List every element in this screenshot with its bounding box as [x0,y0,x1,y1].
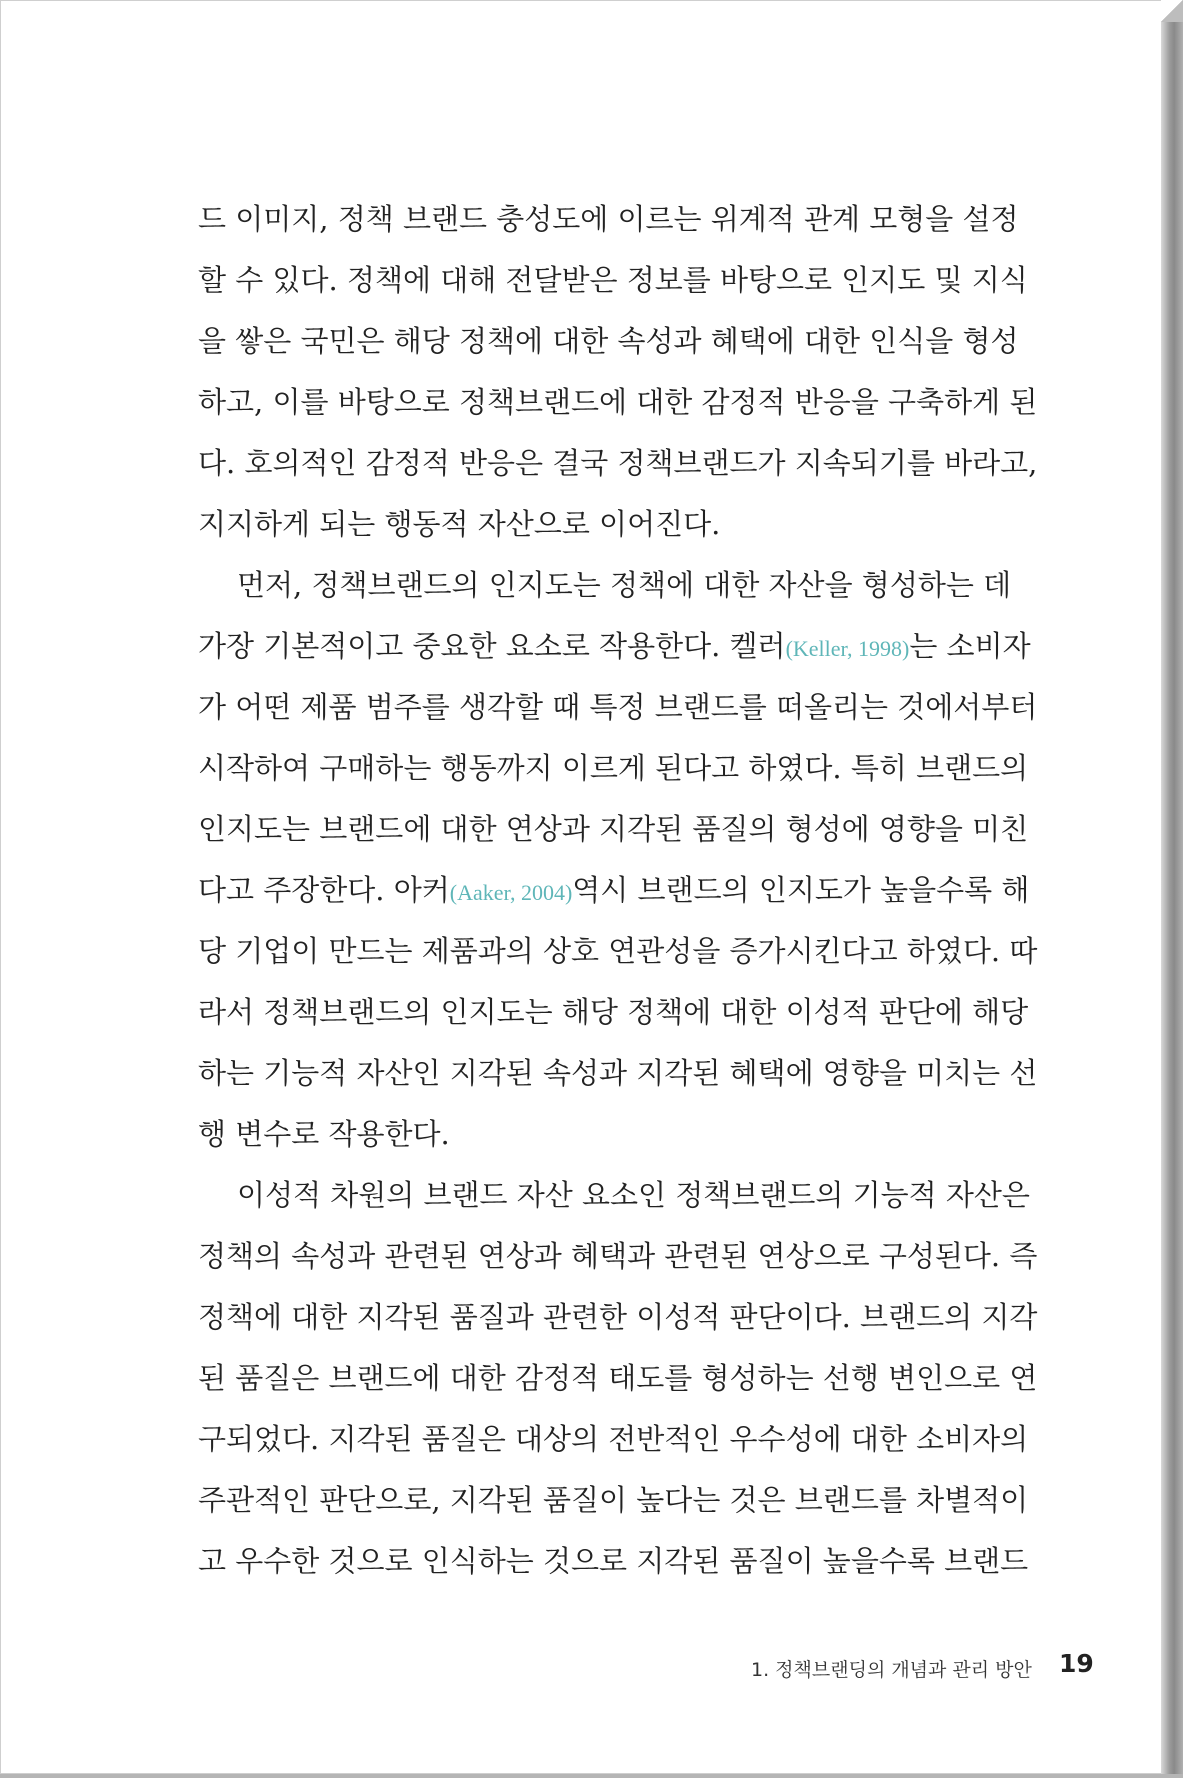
text-segment: 라서 정책브랜드의 인지도는 해당 정책에 대한 이성적 판단에 해당 [198,995,1029,1029]
text-line [198,189,1019,250]
citation: (Keller, 1998) [785,636,910,661]
text-line [198,799,1029,860]
text-segment: 시작하여 구매하는 행동까지 이르게 된다고 하였다. 특히 브랜드의 [198,751,1029,785]
text-line [198,1287,1038,1348]
body-text [198,189,1038,1592]
text-segment: 행 변수로 작용한다. [198,1117,450,1151]
running-footer-title: 1. 정책브랜딩의 개념과 관리 방안 [751,1659,1032,1681]
text-segment: 이성적 차원의 브랜드 자산 요소인 정책브랜드의 기능적 자산은 [237,1178,1030,1212]
text-segment: 하고, 이를 바탕으로 정책브랜드에 대한 감정적 반응을 구축하게 된 [198,385,1038,419]
text-line [198,982,1029,1043]
text-segment: 지지하게 되는 행동적 자산으로 이어진다. [198,507,721,541]
page-bottom-shadow [0,1774,1183,1778]
paragraph [198,1165,1038,1592]
text-line [198,311,1019,372]
text-line [198,1043,1038,1104]
text-line [198,494,1010,555]
text-segment: 는 소비자 [909,629,1031,663]
text-segment: 주관적인 판단으로, 지각된 품질이 높다는 것은 브랜드를 차별적이 [198,1483,1029,1517]
page-number: 19 [1059,1649,1094,1678]
text-line [198,616,1031,677]
text-segment: 정책에 대한 지각된 품질과 관련한 이성적 판단이다. 브랜드의 지각 [198,1300,1038,1334]
text-line [198,1470,1029,1531]
text-segment: 먼저, 정책브랜드의 인지도는 정책에 대한 자산을 형성하는 데 [237,568,1012,602]
text-segment: 을 쌓은 국민은 해당 정책에 대한 속성과 혜택에 대한 인식을 형성 [198,324,1019,358]
text-line [198,372,1038,433]
text-line [198,1165,1030,1226]
text-segment: 당 기업이 만드는 제품과의 상호 연관성을 증가시킨다고 하였다. 따 [198,934,1038,968]
text-segment: 인지도는 브랜드에 대한 연상과 지각된 품질의 형성에 영향을 미친 [198,812,1029,846]
text-line [198,1531,1029,1592]
text-segment: 고 우수한 것으로 인식하는 것으로 지각된 품질이 높을수록 브랜드 [198,1544,1029,1578]
text-segment: 드 이미지, 정책 브랜드 충성도에 이르는 위계적 관계 모형을 설정 [198,202,1019,236]
paragraph [198,555,1038,1165]
text-line [198,555,1010,616]
text-line [198,250,1028,311]
text-segment: 구되었다. 지각된 품질은 대상의 전반적인 우수성에 대한 소비자의 [198,1422,1029,1456]
citation: (Aaker, 2004) [449,880,573,905]
text-line [198,1104,1010,1165]
text-segment: 다고 주장한다. 아커 [198,873,450,907]
text-segment: 하는 기능적 자산인 지각된 속성과 지각된 혜택에 영향을 미치는 선 [198,1056,1038,1090]
paragraph [198,189,1038,555]
text-line [198,921,1038,982]
text-segment: 정책의 속성과 관련된 연상과 혜택과 관련된 연상으로 구성된다. 즉 [198,1239,1038,1273]
text-segment: 다. 호의적인 감정적 반응은 결국 정책브랜드가 지속되기를 바라고, [198,446,1038,480]
text-line [198,1409,1029,1470]
text-segment: 된 품질은 브랜드에 대한 감정적 태도를 형성하는 선행 변인으로 연 [198,1361,1038,1395]
text-line [198,1226,1038,1287]
text-line [198,677,1038,738]
text-line [198,433,1038,494]
text-line [198,1348,1038,1409]
page-edge-shadow [1161,0,1183,1778]
text-line [198,738,1029,799]
text-segment: 할 수 있다. 정책에 대해 전달받은 정보를 바탕으로 인지도 및 지식 [198,263,1028,297]
text-segment: 역시 브랜드의 인지도가 높을수록 해 [572,873,1030,907]
text-segment: 가장 기본적이고 중요한 요소로 작용한다. 켈러 [198,629,786,663]
page-corner [1161,0,1183,22]
text-segment: 가 어떤 제품 범주를 생각할 때 특정 브랜드를 떠올리는 것에서부터 [198,690,1038,724]
text-line [198,860,1030,921]
